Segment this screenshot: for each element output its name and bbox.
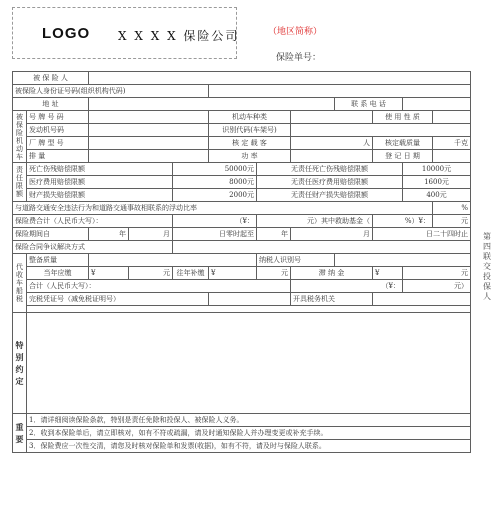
- medical-nf-amount: 1600元: [403, 176, 471, 189]
- usage-label: 使 用 性 质: [373, 111, 433, 124]
- period-day-2: 日二十四时止: [373, 228, 471, 241]
- special-terms-field[interactable]: [27, 313, 471, 414]
- seats-unit: 人: [291, 137, 373, 150]
- death-nf-amount: 10000元: [403, 163, 471, 176]
- vehicle-section-label: 被保险机动车: [13, 111, 27, 163]
- displacement-label: 排 量: [27, 150, 89, 163]
- premium-fund-pct: %）¥：: [373, 215, 433, 228]
- tax-total-end: 元）: [403, 280, 471, 293]
- insured-label: 被 保 险 人: [13, 72, 89, 85]
- id-number-label: 被保险人身份证号码(组织机构代码): [13, 85, 209, 98]
- period-year-2: 年: [257, 228, 291, 241]
- float-rate-percent: %: [433, 202, 471, 215]
- late-fee-yen: ¥: [373, 267, 403, 280]
- notice-section-label: 重要: [13, 414, 27, 453]
- policy-form: [12, 71, 471, 453]
- displacement-field[interactable]: [89, 150, 209, 163]
- model-label: 厂 牌 型 号: [27, 137, 89, 150]
- death-label: 死亡伤残赔偿限额: [27, 163, 173, 176]
- tax-office-label: 开具税务机关: [291, 293, 373, 306]
- notice-1: 1．请详细阅读保险条款，特别是责任免除和投保人、被保险人义务。: [27, 414, 471, 427]
- premium-total-label: 保险费合计（人民币大写）：: [13, 215, 173, 228]
- period-month-1: 月: [129, 228, 173, 241]
- period-from-label: 保险期间自: [13, 228, 89, 241]
- prev-tax-yuan: 元: [257, 267, 291, 280]
- address-label: 地 址: [13, 98, 89, 111]
- medical-amount: 8000元: [173, 176, 257, 189]
- medical-label: 医疗费用赔偿限额: [27, 176, 173, 189]
- region-label: （地区简称）: [268, 27, 323, 37]
- address-field[interactable]: [89, 98, 335, 111]
- tax-office-field[interactable]: [373, 293, 471, 306]
- tax-due-label: 当年应缴: [27, 267, 89, 280]
- model-field[interactable]: [89, 137, 209, 150]
- period-month-2: 月: [291, 228, 373, 241]
- load-unit: 千克: [433, 137, 471, 150]
- property-nf-amount: 400元: [403, 189, 471, 202]
- late-fee-yuan: 元: [403, 267, 471, 280]
- vehicle-type-field[interactable]: [291, 111, 373, 124]
- premium-end: 元: [433, 215, 471, 228]
- power-label: 功 率: [209, 150, 291, 163]
- death-nf-label: 无责任死亡伤残赔偿限额: [257, 163, 403, 176]
- period-year-1: 年: [89, 228, 129, 241]
- prev-tax-yen: ¥: [209, 267, 257, 280]
- plate-label: 号 牌 号 码: [27, 111, 89, 124]
- premium-fund-label: 元）其中救助基金（: [257, 215, 373, 228]
- company-logo: LOGO: [42, 25, 91, 42]
- late-fee-label: 滞 纳 金: [291, 267, 373, 280]
- curb-weight-label: 整备质量: [27, 254, 89, 267]
- reg-date-field[interactable]: [433, 150, 471, 163]
- property-label: 财产损失赔偿限额: [27, 189, 173, 202]
- tax-section-label: 代收车船税: [13, 254, 27, 313]
- copy-designation: 第四联 交投保人: [483, 232, 499, 301]
- death-amount: 50000元: [173, 163, 257, 176]
- limit-section-label: 责任限额: [13, 163, 27, 202]
- id-number-field[interactable]: [209, 85, 471, 98]
- engine-label: 发动机号码: [27, 124, 89, 137]
- vin-label: 识别代码(车架号): [209, 124, 291, 137]
- seats-label: 核 定 载 客: [209, 137, 291, 150]
- period-day-1: 日零时起至: [173, 228, 257, 241]
- notice-2: 2．收到本保险单后，请立即核对，如有不符或疏漏，请及时通知保险人并办理变更或补充手续。: [27, 427, 471, 440]
- taxpayer-label: 纳税人识别号: [257, 254, 335, 267]
- property-amount: 2000元: [173, 189, 257, 202]
- premium-yen: （¥：: [173, 215, 257, 228]
- usage-field[interactable]: [433, 111, 471, 124]
- tax-due-yen: ¥: [89, 267, 129, 280]
- load-label: 核定载质量: [373, 137, 433, 150]
- phone-field[interactable]: [403, 98, 471, 111]
- receipt-field[interactable]: [209, 293, 291, 306]
- curb-weight-field[interactable]: [89, 254, 257, 267]
- insured-field[interactable]: [89, 72, 471, 85]
- special-terms-label: 特别约定: [13, 313, 27, 414]
- vehicle-type-label: 机动车种类: [209, 111, 291, 124]
- plate-field[interactable]: [89, 111, 209, 124]
- reg-date-label: 登 记 日 期: [373, 150, 433, 163]
- medical-nf-label: 无责任医疗费用赔偿限额: [257, 176, 403, 189]
- engine-field[interactable]: [89, 124, 209, 137]
- vin-field[interactable]: [291, 124, 471, 137]
- dispute-label: 保险合同争议解决方式: [13, 241, 173, 254]
- receipt-label: 完税凭证号（减免税证明号）: [27, 293, 209, 306]
- tax-due-yuan: 元: [129, 267, 173, 280]
- dispute-field[interactable]: [173, 241, 471, 254]
- tax-spacer: [27, 306, 471, 313]
- property-nf-label: 无责任财产损失赔偿限额: [257, 189, 403, 202]
- prev-tax-label: 往年补缴: [173, 267, 209, 280]
- notice-3: 3．保险费应一次性交清，请您及时核对保险单和发票(收据)，如有不符，请及时与保险人联系。: [27, 440, 471, 453]
- power-field[interactable]: [291, 150, 373, 163]
- tax-total-yen: （¥：: [291, 280, 403, 293]
- policy-number-label: 保险单号：: [276, 53, 322, 63]
- float-rate-label: 与道路交通安全违法行为和道路交通事故相联系的浮动比率: [13, 202, 433, 215]
- phone-label: 联 系 电 话: [335, 98, 403, 111]
- taxpayer-field[interactable]: [335, 254, 471, 267]
- tax-total-label: 合计（人民币大写）：: [27, 280, 291, 293]
- company-name: X X X X 保险公司: [118, 29, 240, 43]
